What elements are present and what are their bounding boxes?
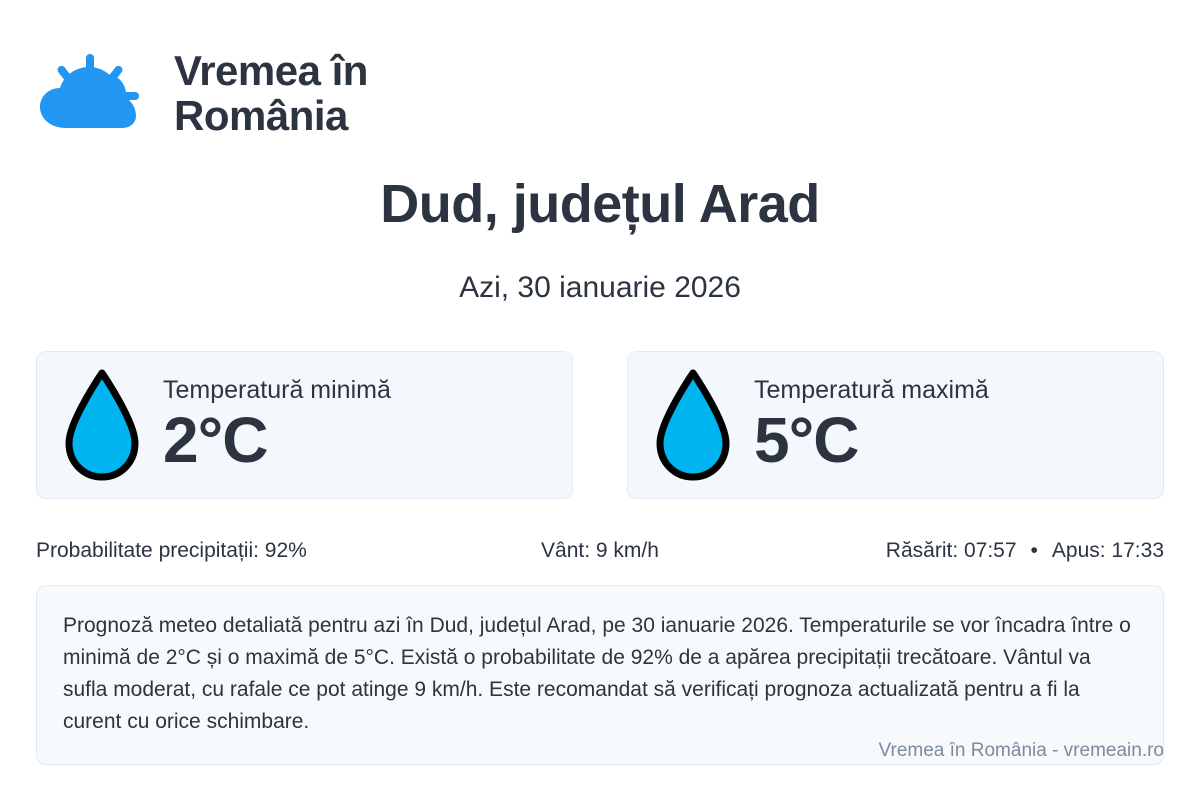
temperature-cards — [36, 351, 1164, 499]
water-drop-icon — [63, 369, 141, 481]
forecast-description: Prognoză meteo detaliată pentru azi în Dud, județul Arad, pe 30 ianuarie 2026. Temperaturile se vor încadra între o minimă de 2°C și o maximă de 5°C. Există o probabilitate de 92% de a apărea precipitații trecătoare. Vântul va sufla moderat, cu rafale ce pot atinge 9 km/h. Este recomandat să verificați prognoza actualizată pentru a fi la curent cu orice schimbare. — [36, 585, 1164, 765]
max-temperature-card — [627, 351, 1164, 499]
precipitation-stat: Probabilitate precipitații: 92% — [36, 538, 307, 562]
min-temperature-text — [163, 376, 391, 474]
min-temperature-card — [36, 351, 573, 499]
max-temperature-text — [754, 376, 989, 474]
sunrise-stat: Răsărit: 07:57 — [885, 538, 1017, 562]
water-drop-icon — [654, 369, 732, 481]
min-temperature-value: 2°C — [163, 403, 268, 476]
sun-times-stat — [788, 539, 1164, 563]
brand-title-line1: Vremea în — [174, 47, 368, 94]
footer-credit: Vremea în România - vremeain.ro — [878, 740, 1164, 761]
stat-separator: • — [1030, 538, 1038, 562]
site-brand[interactable] — [36, 0, 1164, 139]
page-title: Dud, județul Arad — [380, 173, 820, 234]
forecast-date: Azi, 30 ianuarie 2026 — [459, 270, 741, 304]
wind-stat: Vânt: 9 km/h — [541, 538, 659, 562]
max-temperature-value: 5°C — [754, 403, 859, 476]
max-temperature-label: Temperatură maximă — [754, 375, 989, 404]
sunset-stat: Apus: 17:33 — [1051, 538, 1164, 562]
brand-title — [174, 48, 368, 139]
brand-title-line2: România — [174, 92, 348, 140]
min-temperature-label: Temperatură minimă — [163, 375, 391, 404]
weather-stats — [36, 539, 1164, 563]
sun-cloud-icon — [36, 50, 156, 136]
